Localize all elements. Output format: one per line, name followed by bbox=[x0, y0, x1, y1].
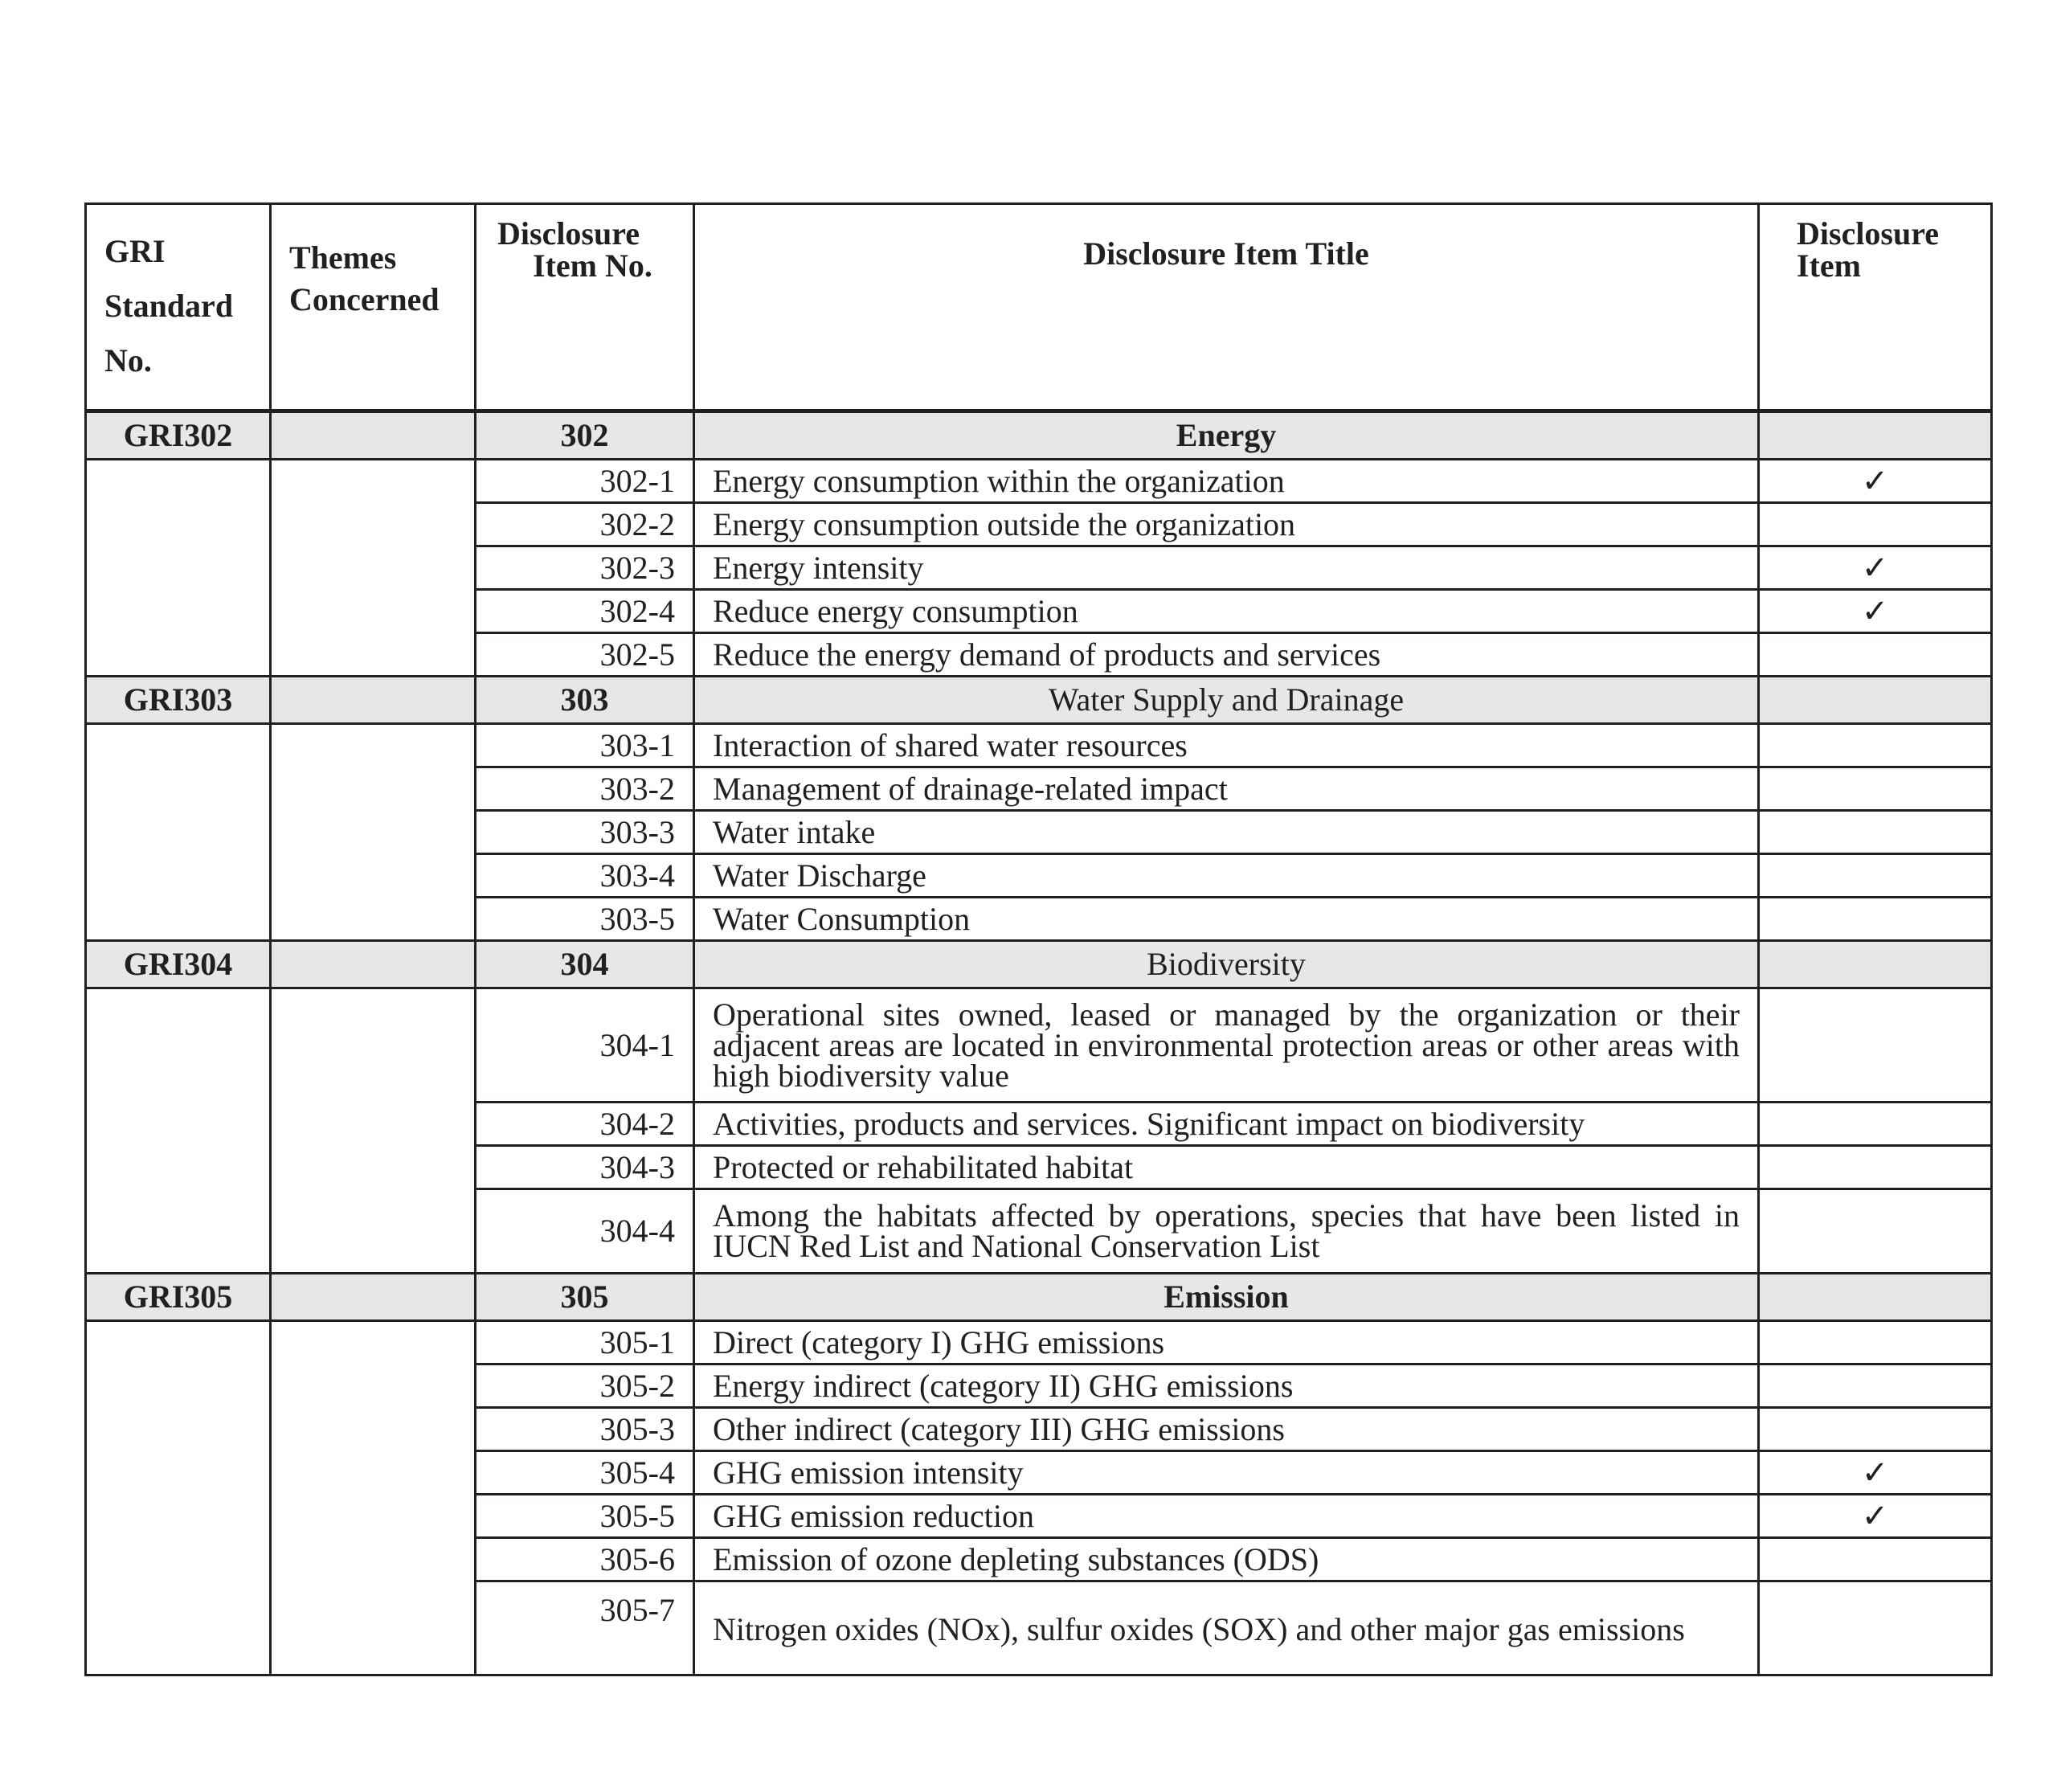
group-standard: GRI302 bbox=[86, 411, 271, 460]
disclosure-no: 304-2 bbox=[476, 1103, 694, 1146]
disclosure-no: 302-3 bbox=[476, 546, 694, 590]
disclosure-title: Nitrogen oxides (NOx), sulfur oxides (SOX) and other major gas emissions bbox=[694, 1581, 1759, 1675]
disclosure-no: 303-3 bbox=[476, 811, 694, 854]
disclosure-title: Emission of ozone depleting substances (ODS) bbox=[694, 1538, 1759, 1581]
header-text: No. bbox=[104, 342, 152, 378]
group-row-gri303 bbox=[86, 677, 1992, 724]
check-mark-icon: ✓ bbox=[1759, 546, 1992, 590]
header-text: Concerned bbox=[289, 281, 440, 317]
group-row-gri305 bbox=[86, 1274, 1992, 1321]
disclosure-no: 302-5 bbox=[476, 633, 694, 677]
disclosure-no: 304-1 bbox=[476, 988, 694, 1103]
check-cell bbox=[1759, 1146, 1992, 1189]
disclosure-no: 305-7 bbox=[476, 1581, 694, 1675]
disclosure-no: 304-3 bbox=[476, 1146, 694, 1189]
disclosure-title: Energy consumption within the organization bbox=[694, 460, 1759, 503]
standard-cell bbox=[86, 988, 271, 1274]
table-row bbox=[86, 460, 1992, 503]
disclosure-title: Other indirect (category III) GHG emissions bbox=[694, 1408, 1759, 1451]
group-themes bbox=[271, 1274, 476, 1321]
disclosure-title: Interaction of shared water resources bbox=[694, 724, 1759, 767]
group-standard: GRI303 bbox=[86, 677, 271, 724]
check-mark-icon: ✓ bbox=[1759, 590, 1992, 633]
disclosure-no: 302-2 bbox=[476, 503, 694, 546]
table-row bbox=[86, 988, 1992, 1103]
group-number: 302 bbox=[476, 411, 694, 460]
header-disclosure-item-no bbox=[476, 204, 694, 411]
group-standard: GRI304 bbox=[86, 941, 271, 988]
disclosure-title: Reduce the energy demand of products and services bbox=[694, 633, 1759, 677]
standard-cell bbox=[86, 724, 271, 941]
disclosure-no: 305-2 bbox=[476, 1364, 694, 1408]
disclosure-title: GHG emission intensity bbox=[694, 1451, 1759, 1495]
header-text: Item No. bbox=[533, 248, 652, 284]
check-cell bbox=[1759, 854, 1992, 898]
disclosure-title: Among the habitats affected by operations, species that have been listed in IUCN Red List and National Conservation List bbox=[694, 1189, 1759, 1274]
group-disclosure-item bbox=[1759, 1274, 1992, 1321]
themes-cell bbox=[271, 724, 476, 941]
header-gri-standard-no bbox=[86, 204, 271, 411]
disclosure-no: 302-1 bbox=[476, 460, 694, 503]
table-row bbox=[86, 724, 1992, 767]
check-cell bbox=[1759, 633, 1992, 677]
disclosure-title: Activities, products and services. Significant impact on biodiversity bbox=[694, 1103, 1759, 1146]
disclosure-no: 305-3 bbox=[476, 1408, 694, 1451]
themes-cell bbox=[271, 988, 476, 1274]
disclosure-title: Energy indirect (category II) GHG emissions bbox=[694, 1364, 1759, 1408]
disclosure-title: Protected or rehabilitated habitat bbox=[694, 1146, 1759, 1189]
group-number: 304 bbox=[476, 941, 694, 988]
check-cell bbox=[1759, 1581, 1992, 1675]
disclosure-title: Energy intensity bbox=[694, 546, 1759, 590]
group-title: Water Supply and Drainage bbox=[694, 677, 1759, 724]
disclosure-title: Water intake bbox=[694, 811, 1759, 854]
group-number: 303 bbox=[476, 677, 694, 724]
check-cell bbox=[1759, 1364, 1992, 1408]
standard-cell bbox=[86, 460, 271, 677]
gri-disclosure-table bbox=[84, 203, 1993, 1676]
disclosure-no: 303-4 bbox=[476, 854, 694, 898]
disclosure-title: Water Discharge bbox=[694, 854, 1759, 898]
check-mark-icon: ✓ bbox=[1759, 460, 1992, 503]
check-cell bbox=[1759, 988, 1992, 1103]
group-row-gri304 bbox=[86, 941, 1992, 988]
check-mark-icon: ✓ bbox=[1759, 1495, 1992, 1538]
group-themes bbox=[271, 941, 476, 988]
group-disclosure-item bbox=[1759, 411, 1992, 460]
header-text: Standard bbox=[104, 288, 234, 324]
check-cell bbox=[1759, 1189, 1992, 1274]
group-number: 305 bbox=[476, 1274, 694, 1321]
group-title: Energy bbox=[694, 411, 1759, 460]
header-text: Item bbox=[1797, 248, 1861, 284]
check-cell bbox=[1759, 1408, 1992, 1451]
group-row-gri302 bbox=[86, 411, 1992, 460]
check-cell bbox=[1759, 1103, 1992, 1146]
check-cell bbox=[1759, 811, 1992, 854]
disclosure-title: Management of drainage-related impact bbox=[694, 767, 1759, 811]
check-cell bbox=[1759, 503, 1992, 546]
group-themes bbox=[271, 411, 476, 460]
check-cell bbox=[1759, 1321, 1992, 1364]
themes-cell bbox=[271, 1321, 476, 1675]
header-disclosure-item-title: Disclosure Item Title bbox=[694, 204, 1759, 411]
group-title: Biodiversity bbox=[694, 941, 1759, 988]
header-disclosure-item bbox=[1759, 204, 1992, 411]
check-cell bbox=[1759, 767, 1992, 811]
table-row bbox=[86, 1321, 1992, 1364]
disclosure-no: 305-5 bbox=[476, 1495, 694, 1538]
disclosure-no: 305-1 bbox=[476, 1321, 694, 1364]
check-cell bbox=[1759, 1538, 1992, 1581]
disclosure-no: 305-6 bbox=[476, 1538, 694, 1581]
header-text: Themes bbox=[289, 239, 397, 276]
disclosure-title: Operational sites owned, leased or managed by the organization or their adjacent areas are located in environmental protection areas or other areas with high biodiversity value bbox=[694, 988, 1759, 1103]
header-text: Disclosure bbox=[497, 215, 640, 252]
themes-cell bbox=[271, 460, 476, 677]
disclosure-title: Direct (category I) GHG emissions bbox=[694, 1321, 1759, 1364]
disclosure-no: 305-4 bbox=[476, 1451, 694, 1495]
disclosure-title: Energy consumption outside the organization bbox=[694, 503, 1759, 546]
group-themes bbox=[271, 677, 476, 724]
check-cell bbox=[1759, 898, 1992, 941]
table-header bbox=[86, 204, 1992, 411]
header-text: GRI bbox=[104, 233, 166, 269]
header-text: Disclosure bbox=[1797, 215, 1940, 252]
disclosure-no: 304-4 bbox=[476, 1189, 694, 1274]
disclosure-no: 302-4 bbox=[476, 590, 694, 633]
standard-cell bbox=[86, 1321, 271, 1675]
disclosure-title: GHG emission reduction bbox=[694, 1495, 1759, 1538]
check-cell bbox=[1759, 724, 1992, 767]
check-mark-icon: ✓ bbox=[1759, 1451, 1992, 1495]
group-disclosure-item bbox=[1759, 941, 1992, 988]
header-themes-concerned bbox=[271, 204, 476, 411]
group-standard: GRI305 bbox=[86, 1274, 271, 1321]
group-title: Emission bbox=[694, 1274, 1759, 1321]
disclosure-no: 303-5 bbox=[476, 898, 694, 941]
group-disclosure-item bbox=[1759, 677, 1992, 724]
table-body bbox=[86, 411, 1992, 1675]
disclosure-title: Reduce energy consumption bbox=[694, 590, 1759, 633]
disclosure-no: 303-1 bbox=[476, 724, 694, 767]
disclosure-no: 303-2 bbox=[476, 767, 694, 811]
disclosure-title: Water Consumption bbox=[694, 898, 1759, 941]
